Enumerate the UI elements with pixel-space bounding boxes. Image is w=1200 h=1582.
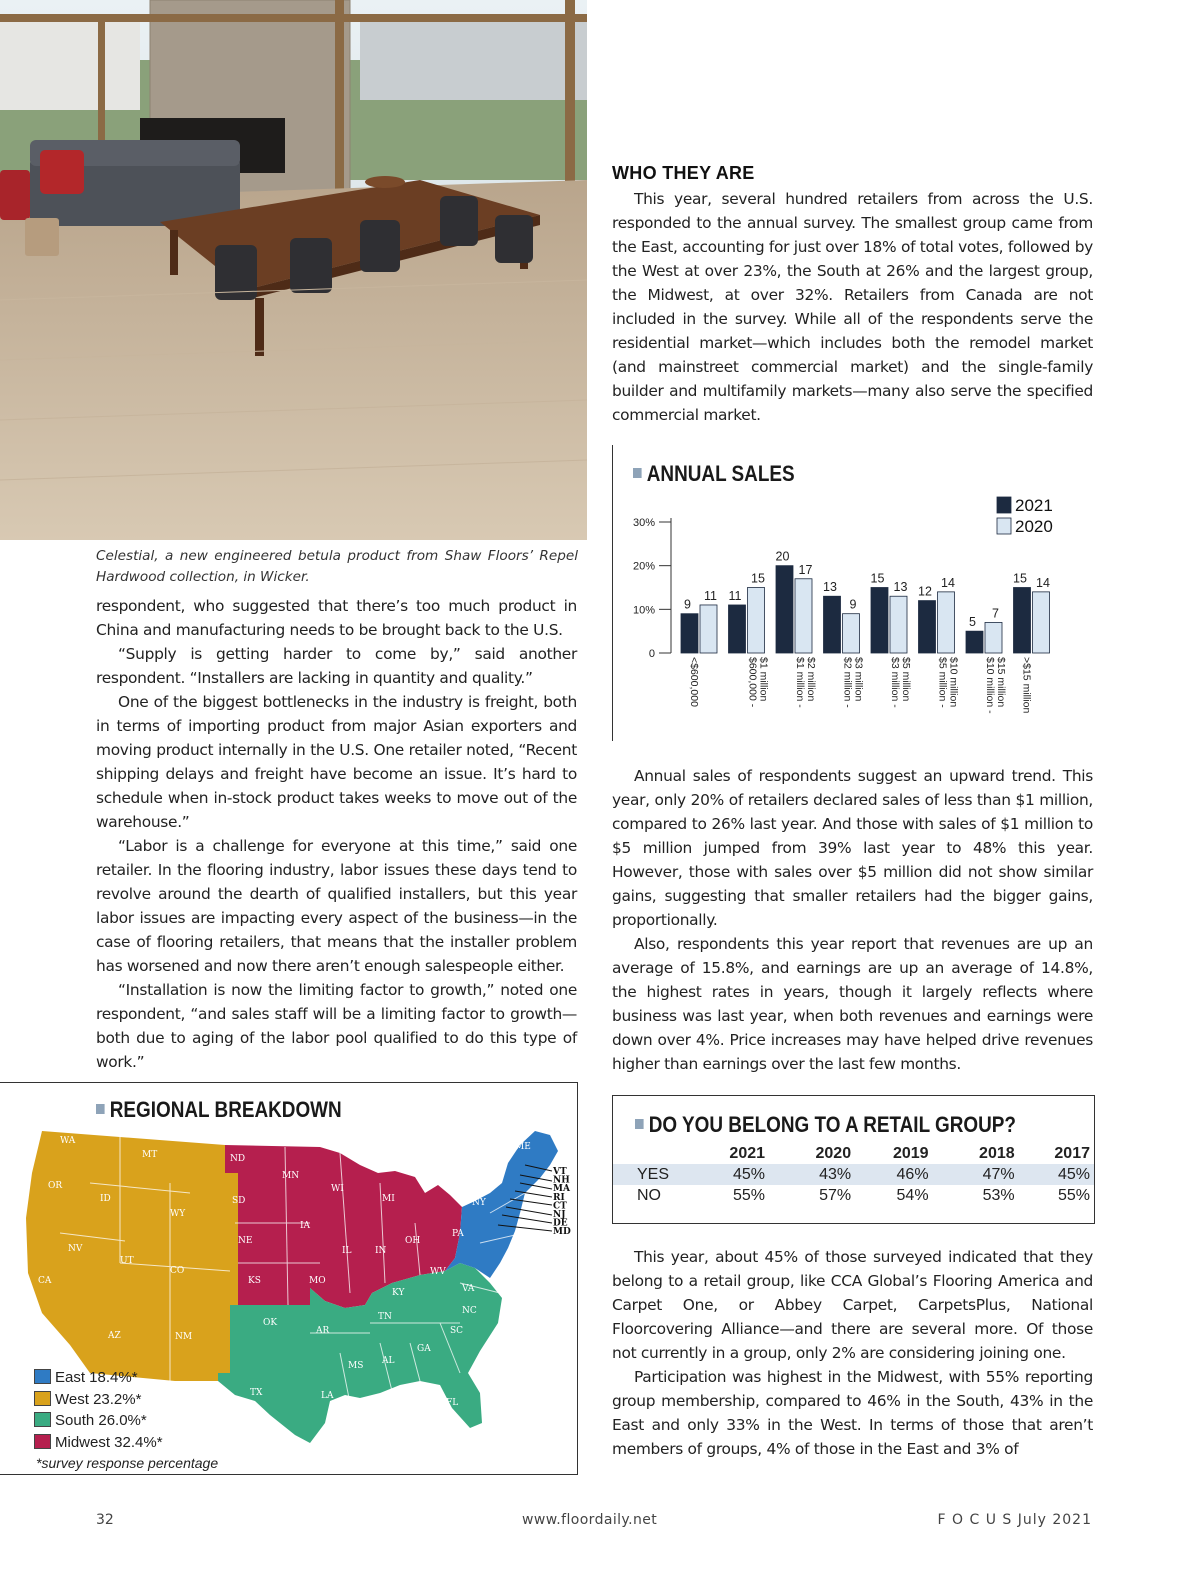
state-label-in: IN	[375, 1246, 387, 1256]
table-header-cell: 2019	[892, 1145, 929, 1162]
data-label: 11	[728, 588, 742, 603]
body-paragraph: This year, several hundred retailers from across the U.S. responded to the annual survey. The smallest group came from the East, accounting for just over 18% of total votes, followed by the West at over 23%, the South at 26% and the largest group, the Midwest, at over 32%. Retailers from Canada are not included in the survey. While all of the respondents serve the residential market—which includes both the remodel market (and mainstreet commercial market) and the single-family builder and multifamily markets—many also serve the specified commercial market.	[612, 190, 1093, 424]
bar-2020	[748, 588, 765, 654]
state-callout-ct: CT	[553, 1201, 567, 1212]
state-callout-de: DE	[553, 1218, 568, 1229]
annual-sales-bar-chart	[613, 445, 1094, 741]
data-label: 14	[941, 575, 955, 590]
x-tick-label: <$600,000	[688, 657, 700, 707]
x-tick-label: $1 million -$2 million	[794, 657, 817, 708]
data-label: 9	[684, 597, 691, 612]
retail-group-box	[612, 1095, 1095, 1224]
region-legend	[34, 1367, 163, 1453]
y-tick-label: 0	[648, 648, 655, 660]
photo-caption: Celestial, a new engineered betula product from Shaw Floors’ Repel Hardwood collection, in Wicker.	[96, 548, 578, 585]
y-tick-label: 20%	[632, 560, 655, 573]
bar-2021	[776, 566, 793, 653]
table-header-row	[613, 1144, 1094, 1164]
state-callout-nh: NH	[553, 1175, 570, 1186]
state-callout-md: MD	[553, 1227, 571, 1238]
table-cell: 53%	[982, 1186, 1015, 1204]
bar-2021	[824, 596, 841, 653]
regional-breakdown-box	[0, 1082, 578, 1475]
table-cell: 57%	[819, 1186, 852, 1204]
state-label-mi: MI	[382, 1194, 395, 1204]
state-label-ut: UT	[120, 1256, 134, 1266]
legend-swatch-2021	[997, 497, 1011, 513]
y-tick-label: 30%	[632, 517, 655, 529]
annual-sales-chart-box	[612, 445, 1093, 741]
state-label-co: CO	[170, 1266, 185, 1276]
table-header-cell: 2020	[815, 1145, 852, 1162]
state-label-wi: WI	[331, 1184, 344, 1194]
legend-swatch-south	[34, 1412, 51, 1427]
section-heading-who-they-are: WHO THEY ARE	[612, 163, 755, 183]
body-paragraph: This year, about 45% of those surveyed indicated that they belong to a retail group, like CCA Global’s Flooring America and Carpet One, or Abbey Carpet, CarpetsPlus, National Floorcovering Alliance—and there are several more. Of those not currently in a group, only 2% are considering joining one.	[612, 1248, 1093, 1362]
state-label-va: VA	[462, 1284, 475, 1294]
bar-2020	[795, 579, 812, 653]
state-label-la: LA	[321, 1391, 334, 1401]
chart-title: ANNUAL SALES	[633, 461, 795, 487]
data-label: 13	[823, 580, 837, 595]
state-callout-ma: MA	[553, 1184, 570, 1195]
table-cell: 43%	[769, 1164, 855, 1185]
state-label-nv: NV	[68, 1244, 83, 1254]
state-label-or: OR	[48, 1181, 63, 1191]
state-label-ne: NE	[238, 1236, 253, 1246]
data-label: 15	[751, 571, 765, 586]
x-tick-label: $2 million -$3 million	[841, 657, 865, 708]
bar-2021	[729, 605, 746, 653]
data-label: 9	[849, 597, 857, 612]
legend-label-2021: 2021	[1015, 496, 1053, 515]
bar-2020	[890, 596, 907, 653]
square-bullet-icon	[635, 1119, 644, 1129]
state-label-ms: MS	[348, 1361, 364, 1371]
left-column-text	[96, 594, 577, 1074]
table-row	[613, 1164, 1094, 1185]
legend-west: West 23.2%*	[34, 1389, 163, 1411]
body-paragraph: One of the biggest bottlenecks in the industry is freight, both in terms of importing product from major Asian exporters and moving product internally in the U.S. One retailer noted, “Recent shipping delays and freight have become an issue. It’s hard to schedule when in-stock product takes weeks to move out of the warehouse.”	[96, 693, 577, 831]
bar-2020	[843, 614, 860, 653]
state-label-ny: NY	[472, 1198, 486, 1208]
table-cell: 55%	[732, 1186, 766, 1204]
data-label: 12	[918, 584, 932, 599]
data-label: 14	[1036, 575, 1050, 590]
bar-2020	[985, 622, 1002, 653]
interior-photo	[0, 0, 587, 540]
data-label: 5	[969, 615, 976, 630]
state-label-wv: WV	[430, 1267, 446, 1277]
table-row-label: YES	[613, 1164, 688, 1185]
state-label-ia: IA	[300, 1221, 311, 1231]
legend-swatch-east	[34, 1369, 51, 1384]
region-east	[445, 1131, 558, 1278]
legend-east: East 18.4%*	[34, 1367, 163, 1389]
body-paragraph: “Installation is now the limiting factor to growth,” noted one respondent, “and sales staff will be a limiting factor to growth—both due to aging of the labor pool qualified to do this type of work.”	[96, 981, 577, 1071]
bar-2021	[871, 588, 888, 654]
body-paragraph: Participation was highest in the Midwest, with 55% reporting group membership, compared to 46% in the South, 43% in the East and only 33% in the West. In terms of those that aren’t members of groups, 4% of those in the East and 3% of	[612, 1368, 1093, 1458]
regional-title: REGIONAL BREAKDOWN	[96, 1097, 342, 1123]
body-paragraph: “Supply is getting harder to come by,” said another respondent. “Installers are lacking in quantity and quality.”	[96, 645, 577, 687]
state-label-ks: KS	[248, 1276, 261, 1286]
x-tick-label: $5 million -$10 million	[936, 657, 960, 708]
state-label-wy: WY	[170, 1209, 186, 1219]
data-label: 7	[992, 606, 999, 621]
state-label-mt: MT	[142, 1150, 158, 1160]
table-row-label: NO	[637, 1186, 661, 1204]
bar-2020	[1033, 592, 1050, 653]
y-tick-label: 10%	[632, 604, 655, 617]
table-row	[613, 1185, 1094, 1206]
table-cell: 47%	[933, 1164, 1019, 1185]
who-they-are-text	[612, 187, 1093, 427]
retail-group-text	[612, 1245, 1093, 1461]
state-label-nc: NC	[462, 1306, 477, 1316]
state-label-oh: OH	[405, 1236, 421, 1246]
retail-group-table	[613, 1144, 1094, 1206]
state-label-nd: ND	[230, 1154, 246, 1164]
table-header-cell: 2017	[1054, 1145, 1090, 1162]
x-tick-label: >$15 million	[1020, 657, 1033, 714]
body-paragraph: respondent, who suggested that there’s too much product in China and manufacturing needs to be brought back to the U.S.	[96, 597, 577, 639]
retail-group-title: DO YOU BELONG TO A RETAIL GROUP?	[635, 1112, 1016, 1138]
data-label: 15	[870, 571, 885, 586]
state-label-il: IL	[342, 1246, 352, 1256]
legend-midwest: Midwest 32.4%*	[34, 1432, 163, 1454]
table-header-cell: 2021	[729, 1145, 766, 1162]
bar-2021	[966, 631, 983, 653]
data-label: 15	[1013, 571, 1027, 586]
state-label-ar: AR	[316, 1326, 330, 1336]
state-label-pa: PA	[452, 1229, 464, 1239]
state-label-ok: OK	[263, 1318, 278, 1328]
state-label-ga: GA	[417, 1344, 431, 1354]
x-tick-label: $3 million -$5 million	[889, 657, 912, 708]
table-cell: 46%	[855, 1164, 932, 1185]
bar-2020	[700, 605, 717, 653]
data-label: 17	[798, 562, 813, 577]
interior-dining-room-photo-icon	[0, 0, 587, 540]
legend-south: South 26.0%*	[34, 1410, 163, 1432]
state-label-sd: SD	[232, 1196, 246, 1206]
table-header-cell: 2018	[979, 1145, 1015, 1162]
state-callout-ri: RI	[553, 1192, 565, 1203]
body-paragraph: Also, respondents this year report that revenues are up an average of 15.8%, and earnings are up an average of 14.8%, the highest rates in years, though it largely reflects where business was last year, when both revenues and earnings were down over 4%. Price increases may have helped drive revenues higher than earnings over the last few months.	[612, 935, 1093, 1073]
table-cell: 45%	[1019, 1164, 1094, 1185]
bar-2020	[938, 592, 955, 653]
x-tick-label: $10 million -$15 million	[984, 657, 1007, 714]
x-tick-label: $600,000 -$1 million	[746, 657, 770, 708]
footer-issue: F O C U S July 2021	[937, 1512, 1092, 1528]
state-label-ky: KY	[392, 1288, 405, 1298]
footer-url[interactable]: www.floordaily.net	[522, 1512, 658, 1528]
state-label-nm: NM	[175, 1332, 193, 1342]
legend-swatch-midwest	[34, 1434, 51, 1449]
bar-2021	[919, 601, 936, 653]
table-cell: 45%	[688, 1164, 769, 1185]
square-bullet-icon	[96, 1104, 105, 1114]
data-label: 11	[704, 588, 717, 603]
state-label-al: AL	[382, 1356, 395, 1366]
state-label-az: AZ	[108, 1331, 121, 1341]
state-label-id: ID	[100, 1194, 111, 1204]
state-label-sc: SC	[450, 1326, 464, 1336]
legend-label-2020: 2020	[1015, 517, 1053, 536]
state-label-mo: MO	[309, 1276, 326, 1286]
state-label-mn: MN	[282, 1171, 300, 1181]
table-cell: 55%	[1057, 1186, 1090, 1204]
bar-2021	[1014, 588, 1031, 654]
annual-sales-text	[612, 764, 1093, 1076]
body-paragraph: Annual sales of respondents suggest an upward trend. This year, only 20% of retailers declared sales of less than $1 million, compared to 26% last year. And those with sales of $1 million to $5 million jumped from 39% last year to 48% this year. However, those with sales over $5 million did not show similar gains, suggesting that smaller retailers had the bigger gains, proportionally.	[612, 767, 1093, 929]
table-header-cell	[613, 1144, 688, 1164]
legend-swatch-2020	[997, 518, 1011, 534]
state-label-me: ME	[515, 1142, 531, 1152]
bar-2021	[681, 614, 698, 653]
legend-swatch-west	[34, 1391, 51, 1406]
state-label-tx: TX	[250, 1388, 263, 1398]
data-label: 20	[775, 549, 790, 564]
survey-footnote: *survey response percentage	[36, 1455, 219, 1471]
state-callout-nj: NJ	[553, 1210, 566, 1220]
body-paragraph: “Labor is a challenge for everyone at this time,” said one retailer. In the flooring industry, labor issues these days tend to revolve around the dearth of qualified installers, but this year labor issues are impacting every aspect of the business—in the case of flooring retailers, that means that the installer problem has worsened and now there aren’t enough salespeople either.	[96, 837, 577, 975]
state-label-wa: WA	[60, 1136, 76, 1146]
state-label-ca: CA	[38, 1276, 52, 1286]
data-label: 13	[893, 580, 908, 595]
state-callout-vt: VT	[553, 1167, 567, 1177]
table-cell: 54%	[896, 1186, 929, 1204]
state-label-tn: TN	[378, 1312, 392, 1322]
page-number: 32	[96, 1512, 114, 1528]
state-label-fl: FL	[446, 1398, 459, 1408]
